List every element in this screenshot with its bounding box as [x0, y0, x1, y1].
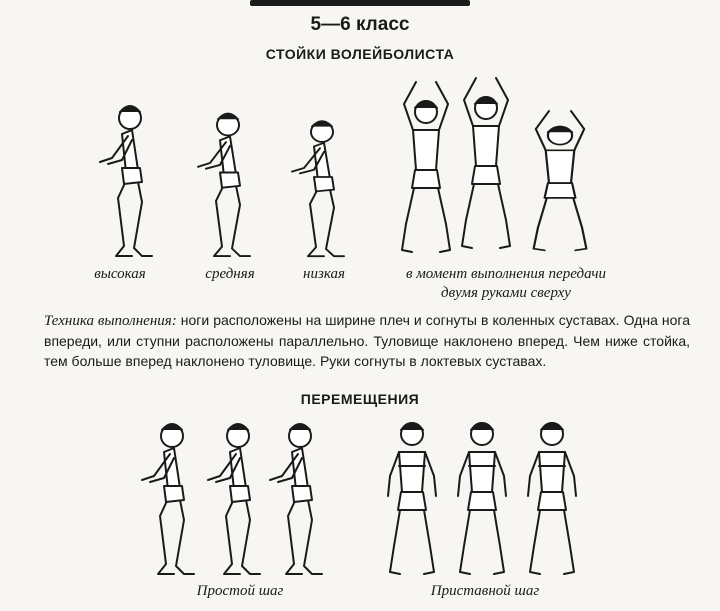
simple-step-figure-2 — [208, 424, 260, 574]
section-title-movements: ПЕРЕМЕЩЕНИЯ — [300, 391, 420, 407]
technique-paragraph — [44, 310, 690, 371]
side-step-figure-1 — [388, 423, 436, 574]
stance-medium-figure — [198, 114, 250, 257]
stance-low-figure — [292, 121, 344, 256]
technique-text: ноги расположены на ширине плеч и согнуты в коленных суставах. Одна нога впереди, или ступни расположены параллельно. Туловище наклонено вперед. Чем ниже стойка, тем больше вперед наклонено туловище. Руки согнуты в локтевых суставах. — [44, 312, 690, 369]
caption-side-step: Приставной шаг — [430, 583, 540, 599]
pass-lunge-figure — [534, 111, 587, 250]
pass-side-figure — [402, 82, 450, 252]
caption-low: низкая — [303, 266, 345, 282]
simple-step-figure-3 — [270, 424, 322, 574]
caption-pass-line2: двумя руками сверху — [441, 285, 571, 301]
side-step-figure-2 — [458, 423, 506, 574]
caption-high: высокая — [94, 266, 146, 282]
pass-front-figure — [462, 78, 510, 248]
section-title-stances: СТОЙКИ ВОЛЕЙБОЛИСТА — [265, 46, 455, 62]
caption-medium: средняя — [205, 266, 255, 282]
grade-heading: 5—6 класс — [310, 14, 410, 35]
side-step-figure-3 — [528, 423, 576, 574]
simple-step-figure-1 — [142, 424, 194, 574]
caption-pass-line1: в момент выполнения передачи — [405, 266, 607, 282]
technique-label: Техника выполнения: — [44, 313, 177, 329]
caption-simple-step: Простой шаг — [196, 583, 284, 599]
stance-high-figure — [100, 106, 152, 256]
